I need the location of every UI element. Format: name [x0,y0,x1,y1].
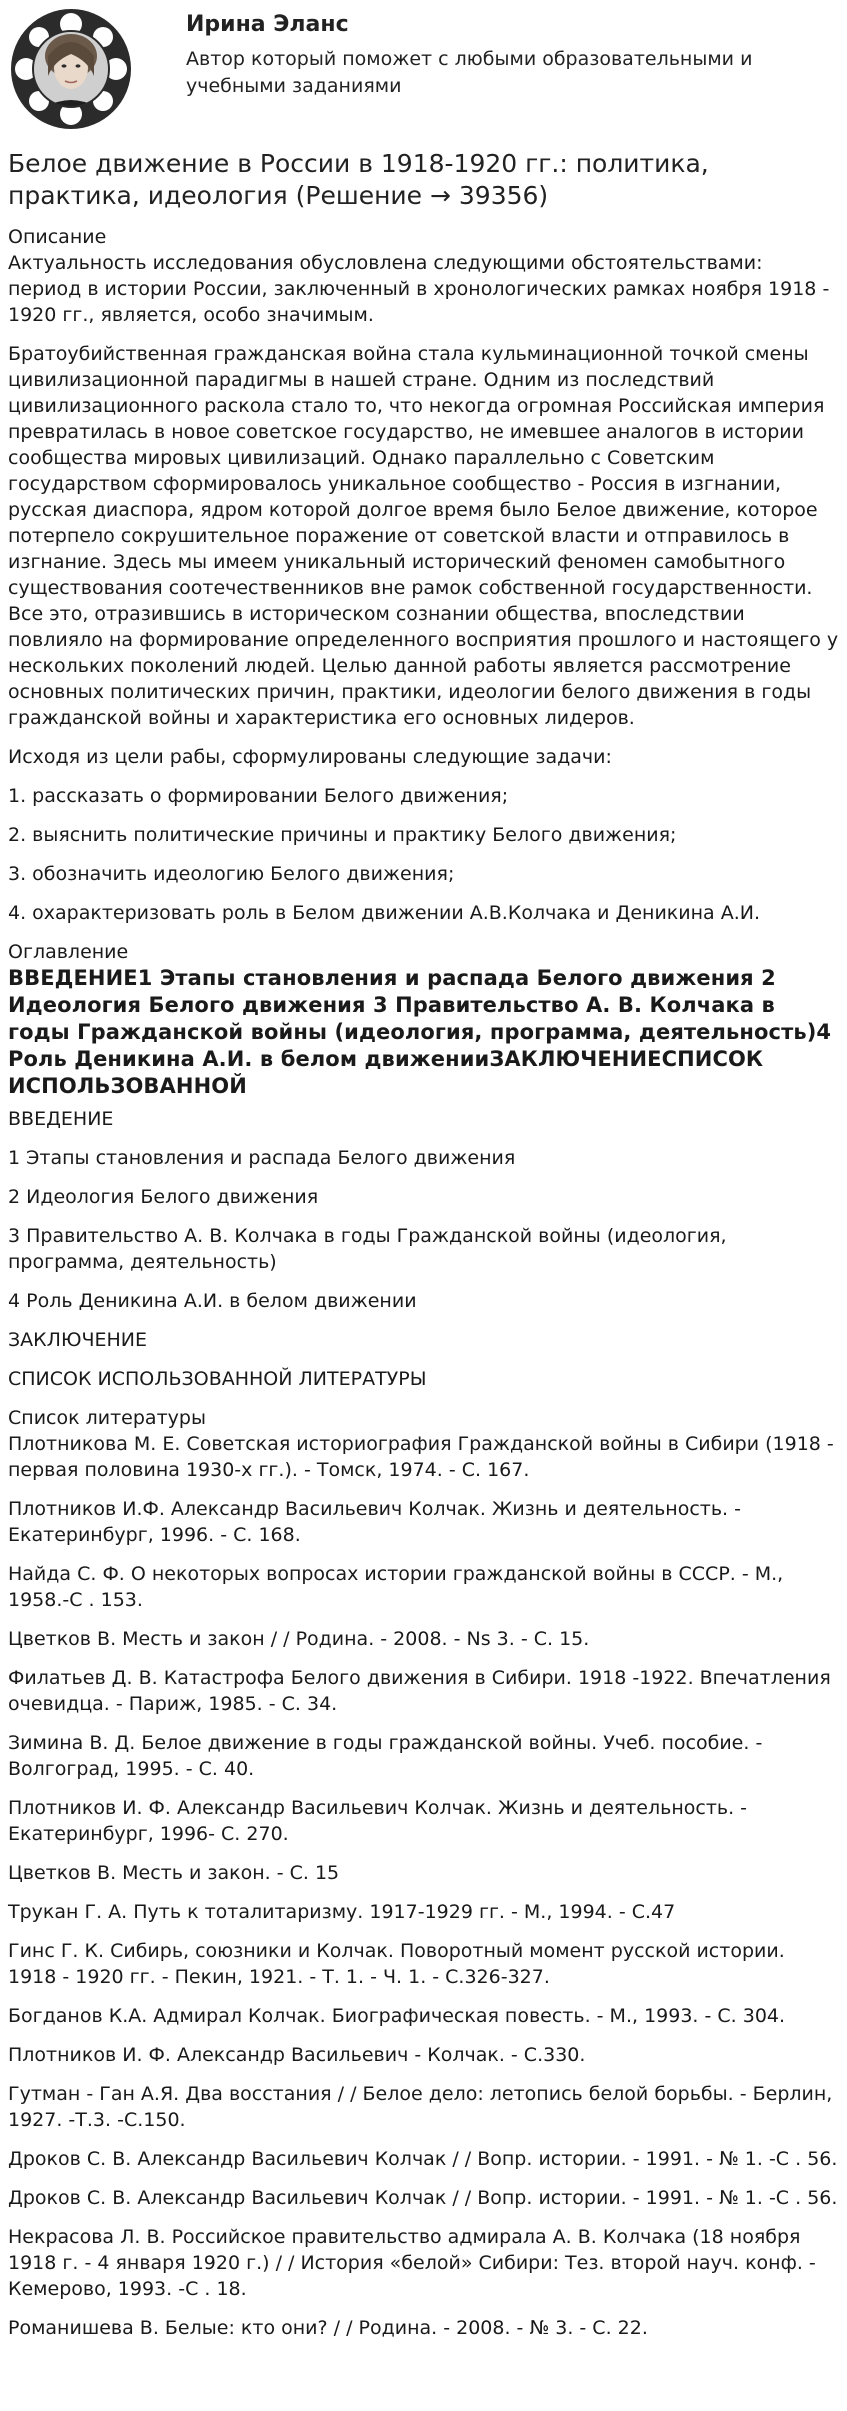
description-section [8,224,839,926]
literature-item: Дроков С. В. Александр Васильевич Колчак / / Вопр. истории. - 1991. - № 1. -С . 56. [8,2148,838,2170]
literature-item: Некрасова Л. В. Российское правительство адмирала А. В. Колчака (18 ноября 1918 г. - 4 января 1920 г.) / / История «белой» Сибири: Тез. второй науч. конф. - Кемерово, 1993. -С . 18. [8,2226,816,2300]
literature-item: Плотников И. Ф. Александр Васильевич Колчак. Жизнь и деятельность. - Екатеринбург, 1996- С. 270. [8,1797,748,1845]
literature-item: Плотников И. Ф. Александр Васильевич - Колчак. - С.330. [8,2044,586,2066]
literature-section [8,1405,839,2341]
literature-item: Цветков В. Месть и закон. - С. 15 [8,1862,340,1884]
literature-item: Богданов К.А. Адмирал Колчак. Биографическая повесть. - М., 1993. - С. 304. [8,2005,786,2027]
description-paragraph: Братоубийственная гражданская война стала кульминационной точкой смены цивилизационной парадигмы в нашей стране. Одним из последствий цивилизационного раскола стало то, что некогда огромная Российская империя превратилась в новое советское государство, не имевшее аналогов в истории сообщества мировых цивилизаций. Однако параллельно с Советским государством сформировалось уникальное сообщество - Россия в изгнании, русская диаспора, ядром которой долгое время было Белое движение, которое потерпело сокрушительное поражение от советской власти и отправилось в изгнание. Здесь мы имеем уникальный исторический феномен самобытного существования соотечественников вне рамок собственной государственности. Все это, отразившись в историческом сознании общества, впоследствии повлияло на формирование определенного восприятия прошлого и настоящего у нескольких поколений людей. Целью данной работы является рассмотрение основных политических причин, практики, идеологии белого движения в годы гражданской войны и характеристика его основных лидеров. [8,343,839,729]
task-item: 3. обозначить идеологию Белого движения; [8,863,455,885]
toc-item: 2 Идеология Белого движения [8,1186,319,1208]
author-info [186,10,826,100]
toc-section [8,939,839,1392]
toc-label: Оглавление [8,941,129,963]
task-item: 4. охарактеризовать роль в Белом движении А.В.Колчака и Деникина А.И. [8,902,761,924]
literature-item: Гинс Г. К. Сибирь, союзники и Колчак. Поворотный момент русской истории. 1918 - 1920 гг. - Пекин, 1921. - Т. 1. - Ч. 1. - С.326-327. [8,1940,785,1988]
toc-item: 1 Этапы становления и распада Белого движения [8,1147,516,1169]
task-item: 1. рассказать о формировании Белого движения; [8,785,509,807]
literature-item: Найда С. Ф. О некоторых вопросах истории гражданской войны в СССР. - М., 1958.-С . 153. [8,1563,784,1611]
description-paragraph: Актуальность исследования обусловлена следующими обстоятельствами: период в истории России, заключенный в хронологических рамках ноября 1918 - 1920 гг., является, особо значимым. [8,252,830,326]
film-reel-portrait-avatar-icon [8,6,134,132]
literature-item: Дроков С. В. Александр Васильевич Колчак / / Вопр. истории. - 1991. - № 1. -С . 56. [8,2187,838,2209]
literature-label: Список литературы [8,1407,206,1429]
author-block [8,0,839,136]
literature-item: Романишева В. Белые: кто они? / / Родина. - 2008. - № 3. - С. 22. [8,2317,648,2339]
work-title: Белое движение в России в 1918-1920 гг.: политика, практика, идеология (Решение → 39356) [8,149,709,210]
task-item: 2. выяснить политические причины и практику Белого движения; [8,824,677,846]
literature-item: Плотникова М. Е. Советская историография Гражданской войны в Сибири (1918 - первая половина 1930-х гг.). - Томск, 1974. - С. 167. [8,1433,834,1481]
literature-item: Гутман - Ган А.Я. Два восстания / / Белое дело: летопись белой борьбы. - Берлин, 1927. -Т.3. -С.150. [8,2083,833,2131]
author-description: Автор который поможет с любыми образовательными и учебными заданиями [186,48,753,97]
toc-item: ВВЕДЕНИЕ [8,1108,114,1130]
author-name[interactable]: Ирина Эланс [186,12,349,37]
literature-item: Плотников И.Ф. Александр Васильевич Колчак. Жизнь и деятельность. - Екатеринбург, 1996. - С. 168. [8,1498,741,1546]
toc-summary: ВВЕДЕНИЕ1 Этапы становления и распада Белого движения 2 Идеология Белого движения 3 Правительство А. В. Колчака в годы Гражданской войны (идеология, программа, деятельность)4 Роль Деникина А.И. в белом движенииЗАКЛЮЧЕНИЕСПИСОК ИСПОЛЬЗОВАННОЙ [8,966,832,1098]
literature-item: Филатьев Д. В. Катастрофа Белого движения в Сибири. 1918 -1922. Впечатления очевидца. - Париж, 1985. - С. 34. [8,1667,831,1715]
toc-item: 4 Роль Деникина А.И. в белом движении [8,1290,417,1312]
toc-item: ЗАКЛЮЧЕНИЕ [8,1329,148,1351]
literature-item: Зимина В. Д. Белое движение в годы гражданской войны. Учеб. пособие. - Волгоград, 1995. - С. 40. [8,1732,763,1780]
literature-item: Трукан Г. А. Путь к тоталитаризму. 1917-1929 гг. - М., 1994. - С.47 [8,1901,676,1923]
description-label: Описание [8,226,107,248]
description-paragraph: Исходя из цели рабы, сформулированы следующие задачи: [8,746,612,768]
literature-item: Цветков В. Месть и закон / / Родина. - 2008. - Ns 3. - С. 15. [8,1628,590,1650]
toc-item: 3 Правительство А. В. Колчака в годы Гражданской войны (идеология, программа, деятельность) [8,1225,727,1273]
avatar[interactable] [8,6,134,132]
toc-item: СПИСОК ИСПОЛЬЗОВАННОЙ ЛИТЕРАТУРЫ [8,1368,427,1390]
